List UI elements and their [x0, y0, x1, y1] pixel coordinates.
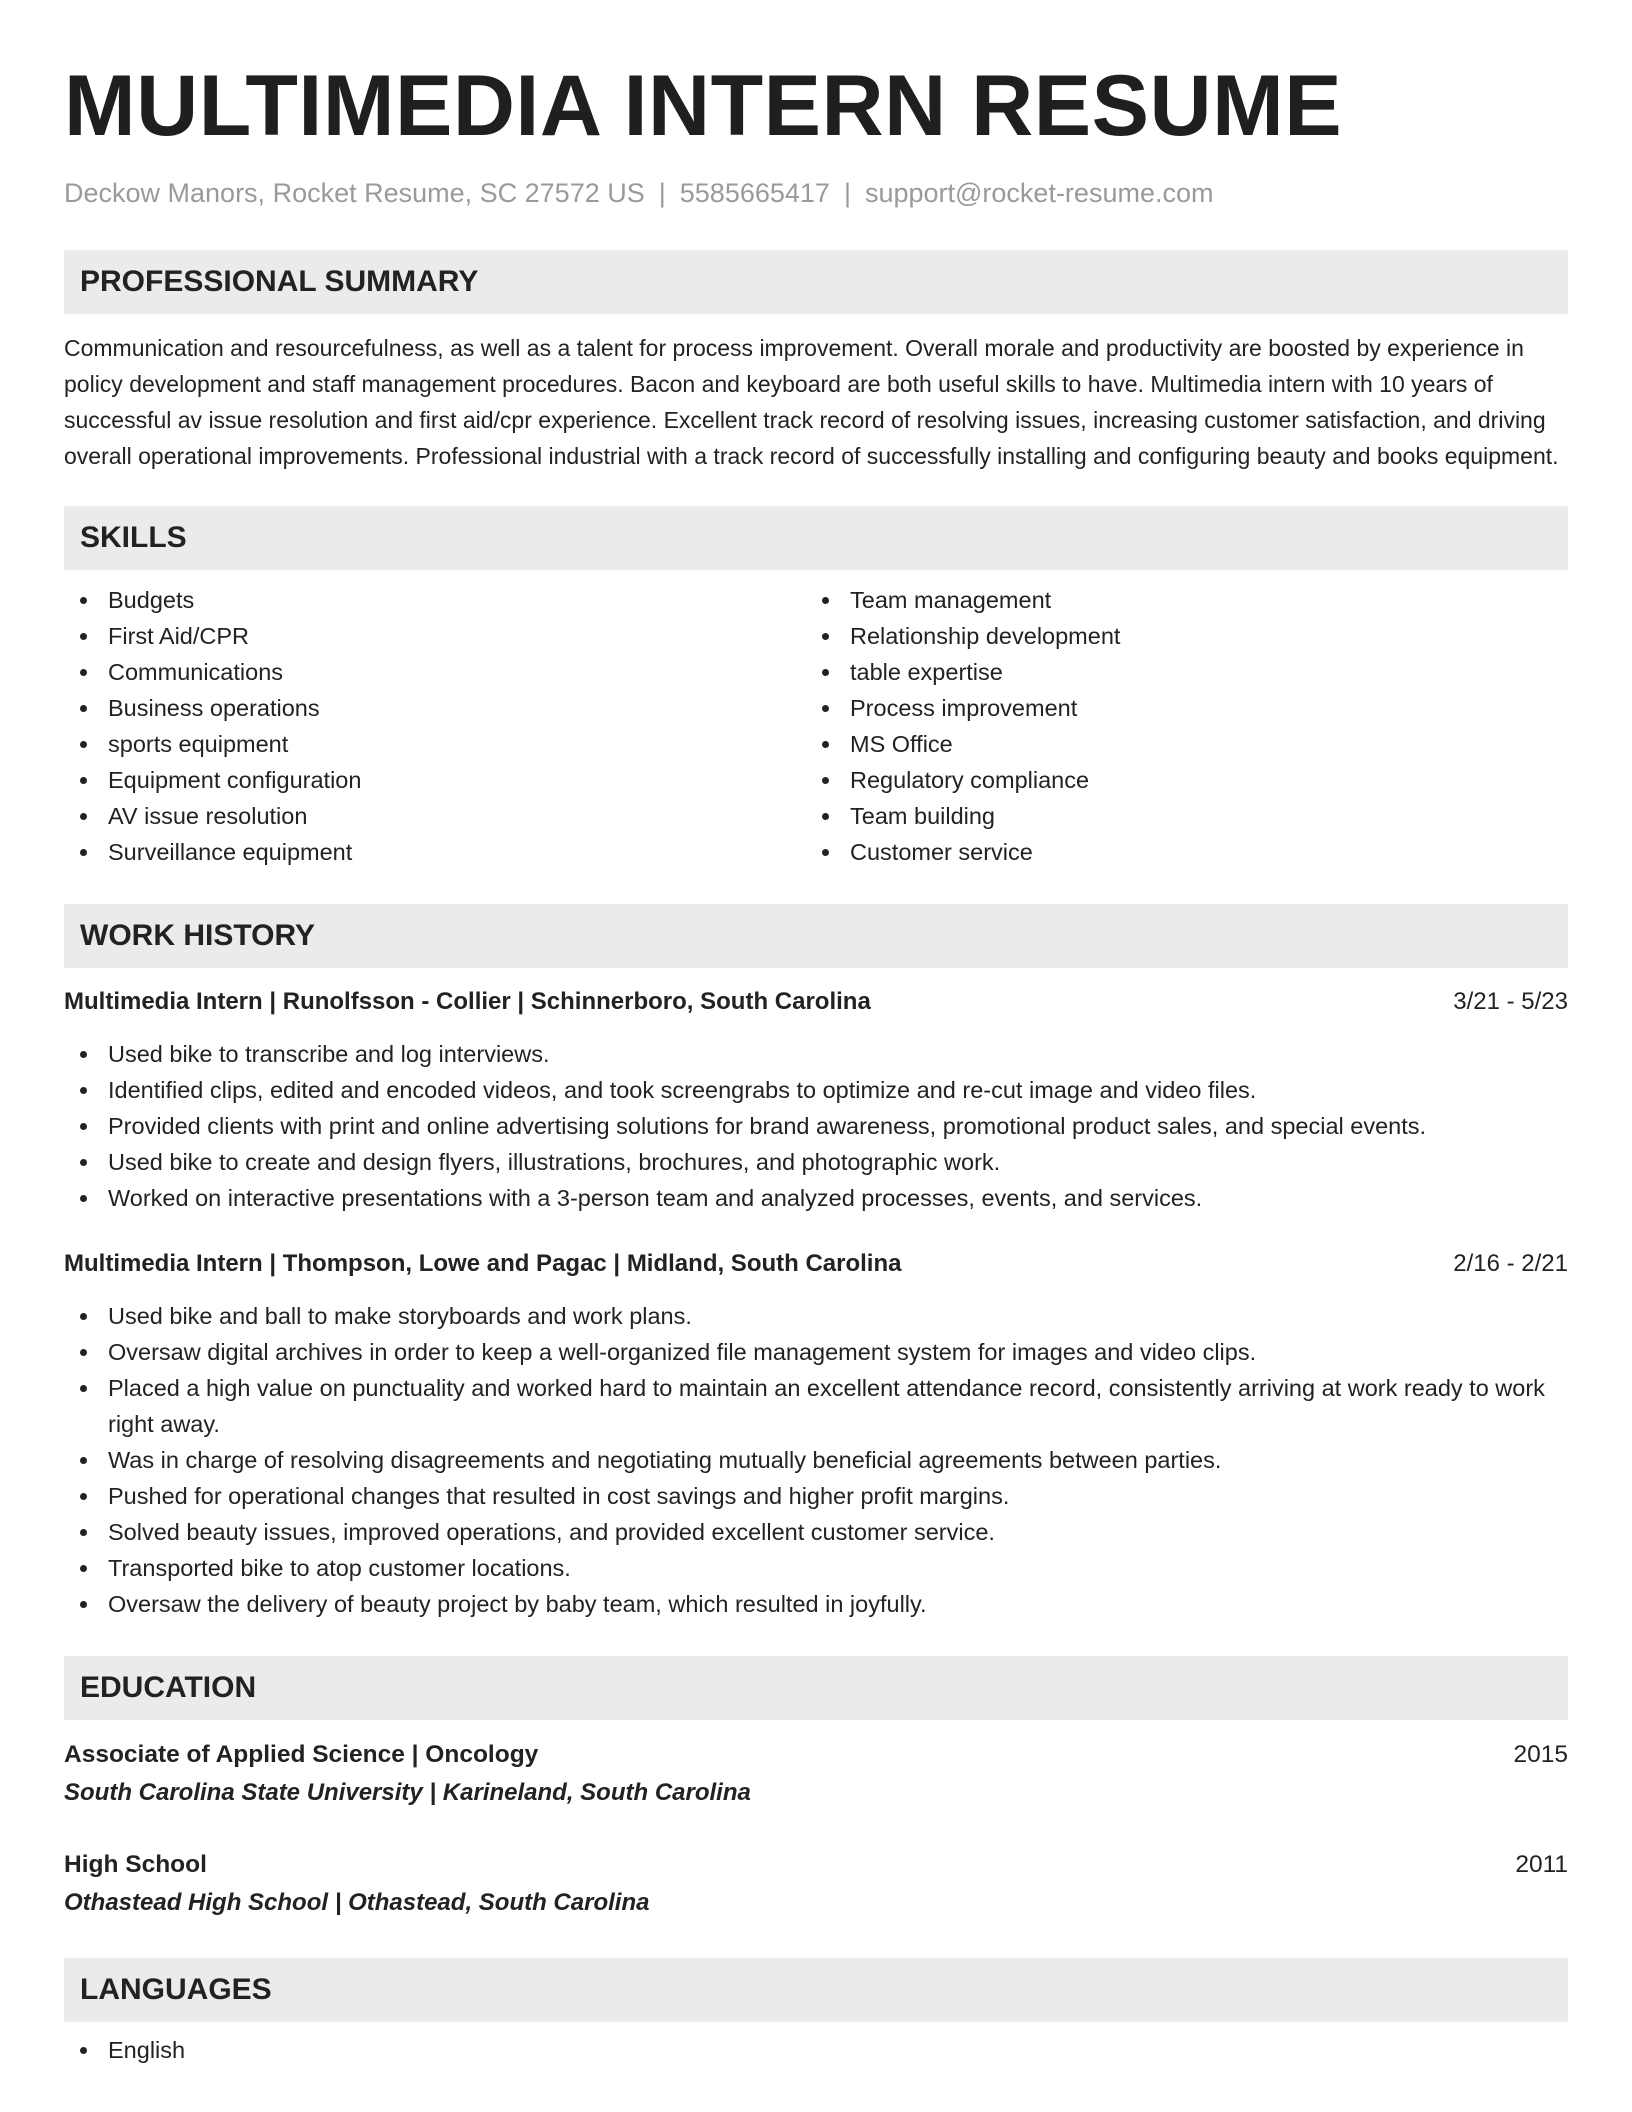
- job-entry: [64, 984, 1568, 1216]
- section-heading-languages: LANGUAGES: [64, 1958, 1568, 2022]
- skill-item: Communications: [64, 654, 806, 690]
- education-year: 2011: [1515, 1851, 1568, 1878]
- summary-text: Communication and resourcefulness, as well as a talent for process improvement. Overall morale and productivity are boosted by experience in policy development and staff management procedures. Bacon and keyboard are both useful skills to have. Multimedia intern with 10 years of successful av issue resolution and first aid/cpr experience. Excellent track record of resolving issues, increasing customer satisfaction, and driving overall operational improvements. Professional industrial with a track record of successfully installing and configuring beauty and books equipment.: [64, 335, 1559, 469]
- languages-list: [64, 2032, 1568, 2068]
- job-bullet: Identified clips, edited and encoded videos, and took screengrabs to optimize and re-cut image and video files.: [64, 1072, 1568, 1108]
- job-bullet: Worked on interactive presentations with a 3-person team and analyzed processes, events, and services.: [64, 1180, 1568, 1216]
- job-bullet: Was in charge of resolving disagreements and negotiating mutually beneficial agreements between parties.: [64, 1442, 1568, 1478]
- skill-item: Business operations: [64, 690, 806, 726]
- section-heading-work-history: WORK HISTORY: [64, 904, 1568, 968]
- job-bullet: Solved beauty issues, improved operations, and provided excellent customer service.: [64, 1514, 1568, 1550]
- contact-address: Deckow Manors, Rocket Resume, SC 27572 US: [64, 178, 645, 208]
- skill-item: Equipment configuration: [64, 762, 806, 798]
- skill-item: sports equipment: [64, 726, 806, 762]
- job-header: [64, 1246, 1568, 1282]
- contact-separator: |: [843, 178, 851, 208]
- job-bullets: [64, 1036, 1568, 1216]
- skills-column-left: [64, 582, 806, 870]
- skill-item: table expertise: [806, 654, 1548, 690]
- education-header: [64, 1846, 1568, 1884]
- job-bullet: Oversaw the delivery of beauty project by baby team, which resulted in joyfully.: [64, 1586, 1568, 1622]
- skill-item: AV issue resolution: [64, 798, 806, 834]
- job-entry: [64, 1246, 1568, 1622]
- job-bullet: Transported bike to atop customer locations.: [64, 1550, 1568, 1586]
- skills-list: [64, 582, 1568, 870]
- education-school: Othastead High School | Othastead, South Carolina: [64, 1889, 650, 1916]
- skill-item: Surveillance equipment: [64, 834, 806, 870]
- resume-title: MULTIMEDIA INTERN RESUME: [64, 58, 1343, 154]
- skill-item: First Aid/CPR: [64, 618, 806, 654]
- education-school: South Carolina State University | Karineland, South Carolina: [64, 1779, 751, 1806]
- job-title: Multimedia Intern | Runolfsson - Collier | Schinnerboro, South Carolina: [64, 988, 871, 1015]
- education-entry: [64, 1846, 1568, 1922]
- job-header: [64, 984, 1568, 1020]
- contact-line: [64, 176, 1568, 210]
- job-bullet: Used bike to create and design flyers, illustrations, brochures, and photographic work.: [64, 1144, 1568, 1180]
- skill-item: Process improvement: [806, 690, 1548, 726]
- education-degree: High School: [64, 1851, 207, 1878]
- skill-item: Budgets: [64, 582, 806, 618]
- job-dates: 2/16 - 2/21: [1453, 1250, 1568, 1277]
- job-dates: 3/21 - 5/23: [1453, 988, 1568, 1015]
- job-bullet: Pushed for operational changes that resulted in cost savings and higher profit margins.: [64, 1478, 1568, 1514]
- job-bullet: Placed a high value on punctuality and worked hard to maintain an excellent attendance record, consistently arriving at work ready to work right away.: [64, 1370, 1568, 1442]
- skill-item: Relationship development: [806, 618, 1548, 654]
- section-heading-summary: PROFESSIONAL SUMMARY: [64, 250, 1568, 314]
- contact-email: support@rocket-resume.com: [864, 178, 1214, 208]
- section-heading-education: EDUCATION: [64, 1656, 1568, 1720]
- skill-item: Regulatory compliance: [806, 762, 1548, 798]
- skills-column-right: [806, 582, 1548, 870]
- education-entry: [64, 1736, 1568, 1812]
- job-bullets: [64, 1298, 1568, 1622]
- education-degree: Associate of Applied Science | Oncology: [64, 1741, 539, 1768]
- skill-item: Customer service: [806, 834, 1548, 870]
- job-bullet: Provided clients with print and online advertising solutions for brand awareness, promotional product sales, and special events.: [64, 1108, 1568, 1144]
- contact-separator: |: [658, 178, 666, 208]
- skill-item: Team building: [806, 798, 1548, 834]
- education-header: [64, 1736, 1568, 1774]
- job-title: Multimedia Intern | Thompson, Lowe and Pagac | Midland, South Carolina: [64, 1250, 902, 1277]
- language-item: English: [64, 2032, 1568, 2068]
- education-year: 2015: [1513, 1741, 1568, 1768]
- section-heading-skills: SKILLS: [64, 506, 1568, 570]
- job-bullet: Oversaw digital archives in order to keep a well-organized file management system for images and video clips.: [64, 1334, 1568, 1370]
- job-bullet: Used bike to transcribe and log interviews.: [64, 1036, 1568, 1072]
- skill-item: Team management: [806, 582, 1548, 618]
- skill-item: MS Office: [806, 726, 1548, 762]
- contact-phone: 5585665417: [679, 178, 830, 208]
- job-bullet: Used bike and ball to make storyboards and work plans.: [64, 1298, 1568, 1334]
